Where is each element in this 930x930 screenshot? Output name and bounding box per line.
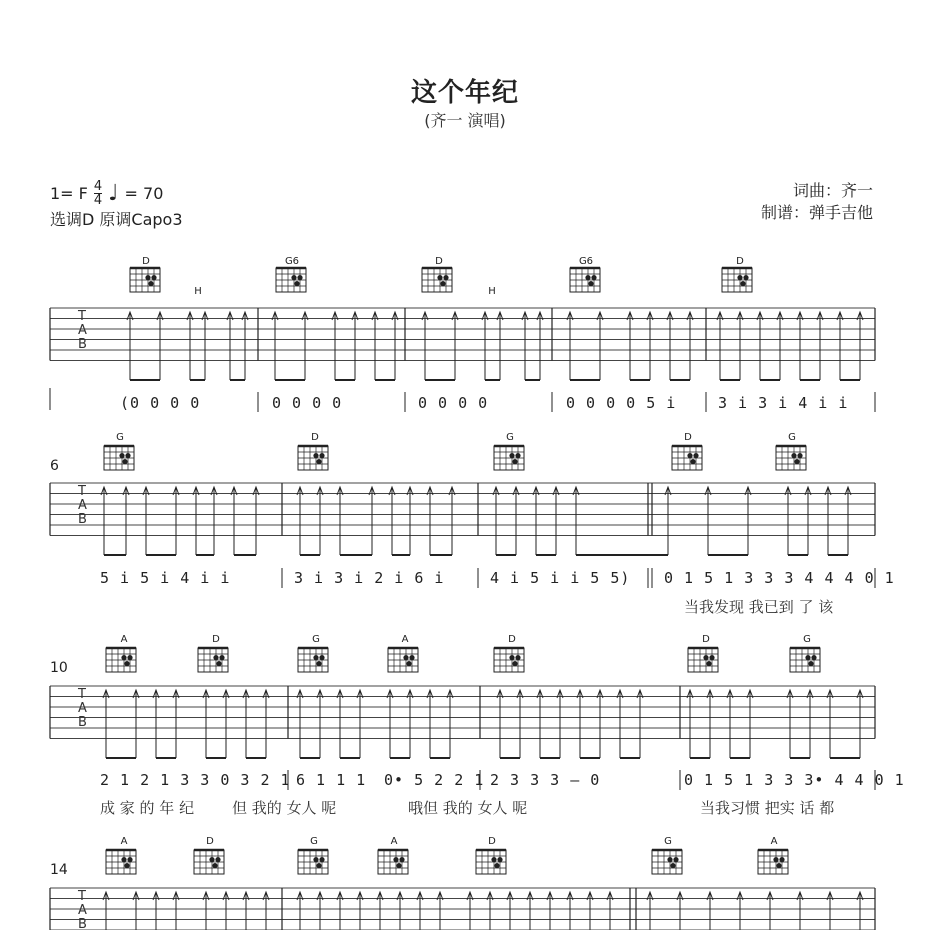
finger-dot	[313, 655, 318, 660]
finger-dot	[512, 661, 517, 666]
lyric-line: 但 我的 女人 呢	[232, 799, 337, 817]
quarter-note-icon: ♩	[108, 180, 119, 206]
finger-dot	[797, 453, 802, 458]
finger-dot	[776, 863, 781, 868]
numbered-notation: 5 i 5 i 4 i i	[100, 569, 231, 587]
time-signature: $\frac{4}{4}$	[93, 179, 103, 208]
finger-dot	[779, 857, 784, 862]
chord-name: G	[310, 836, 318, 847]
finger-dot	[791, 453, 796, 458]
finger-dot	[667, 857, 672, 862]
finger-dot	[743, 275, 748, 280]
finger-dot	[316, 661, 321, 666]
finger-dot	[805, 655, 810, 660]
numbered-notation: 0• 5 2 2 1	[384, 771, 485, 789]
key-signature: 1= F	[50, 183, 88, 203]
finger-dot	[319, 655, 324, 660]
finger-dot	[794, 459, 799, 464]
finger-dot	[440, 281, 445, 286]
chord-name: G	[788, 432, 796, 443]
chord-name: A	[120, 836, 128, 847]
capo-info: 选调D 原调Capo3	[50, 210, 183, 229]
numbered-notation: 3 i 3 i 2 i 6 i	[294, 569, 445, 587]
chord-name: D	[435, 256, 443, 267]
system-number: 14	[50, 862, 68, 878]
numbered-notation: (0 0 0 0	[120, 394, 201, 412]
lyric-line: 当我发现 我已到 了 该	[684, 598, 834, 616]
tab-clef-letter: B	[78, 337, 87, 352]
chord-name: D	[142, 256, 150, 267]
chord-name: A	[770, 836, 778, 847]
finger-dot	[316, 863, 321, 868]
finger-dot	[512, 459, 517, 464]
finger-dot	[124, 863, 129, 868]
finger-dot	[687, 453, 692, 458]
finger-dot	[297, 275, 302, 280]
finger-dot	[509, 453, 514, 458]
finger-dot	[125, 453, 130, 458]
finger-dot	[670, 863, 675, 868]
numbered-notation: 3 i 3 i 4 i i	[718, 394, 849, 412]
finger-dot	[313, 857, 318, 862]
finger-dot	[209, 857, 214, 862]
finger-dot	[673, 857, 678, 862]
finger-dot	[119, 453, 124, 458]
finger-dot	[811, 655, 816, 660]
finger-dot	[151, 275, 156, 280]
chord-name: D	[684, 432, 692, 443]
tab-clef-letter: T	[78, 484, 86, 499]
finger-dot	[737, 275, 742, 280]
numbered-notation: 6 1 1 1	[296, 771, 367, 789]
tab-clef-letter: A	[78, 498, 87, 513]
tab-clef-letter: A	[78, 323, 87, 338]
finger-dot	[515, 655, 520, 660]
finger-dot	[148, 281, 153, 286]
finger-dot	[703, 655, 708, 660]
finger-dot	[213, 655, 218, 660]
finger-dot	[773, 857, 778, 862]
chord-name: G	[116, 432, 124, 443]
chord-name: D	[311, 432, 319, 443]
tab-clef-letter: A	[78, 903, 87, 918]
numbered-notation: 0 1 5 1 3 3 3• 4 4 0 1	[684, 771, 905, 789]
finger-dot	[396, 863, 401, 868]
lyrics-music-credit: 词曲：齐一	[792, 181, 873, 200]
finger-dot	[212, 863, 217, 868]
finger-dot	[706, 661, 711, 666]
song-title: 这个年纪	[410, 78, 519, 108]
numbered-notation: 0 1 5 1 3 3 3 4 4 4 0 1	[664, 569, 895, 587]
finger-dot	[808, 661, 813, 666]
finger-dot	[409, 655, 414, 660]
finger-dot	[215, 857, 220, 862]
chord-name: D	[736, 256, 744, 267]
chord-name: A	[401, 634, 409, 645]
finger-dot	[591, 275, 596, 280]
chord-name: G	[803, 634, 811, 645]
system-number: 6	[50, 458, 59, 474]
tab-clef-letter: B	[78, 917, 87, 930]
tab-clef-letter: B	[78, 512, 87, 527]
lyric-line: 成 家 的 年 纪	[100, 799, 195, 817]
system-number: 10	[50, 660, 68, 676]
finger-dot	[319, 857, 324, 862]
finger-dot	[403, 655, 408, 660]
chord-name: D	[212, 634, 220, 645]
finger-dot	[709, 655, 714, 660]
finger-dot	[216, 661, 221, 666]
chord-name: D	[702, 634, 710, 645]
finger-dot	[121, 857, 126, 862]
finger-dot	[491, 857, 496, 862]
lyric-line: 当我习惯 把实 话 都	[700, 799, 835, 817]
finger-dot	[121, 655, 126, 660]
hammer-on-label: H	[194, 286, 202, 297]
numbered-notation: 0 0 0 0	[272, 394, 343, 412]
chord-name: G	[506, 432, 514, 443]
chord-name: G	[312, 634, 320, 645]
finger-dot	[291, 275, 296, 280]
tab-clef-letter: T	[78, 309, 86, 324]
numbered-notation: 4 i 5 i i 5 5)	[490, 569, 631, 587]
finger-dot	[497, 857, 502, 862]
finger-dot	[127, 857, 132, 862]
finger-dot	[693, 453, 698, 458]
chord-name: D	[488, 836, 496, 847]
tempo-value: = 70	[124, 183, 164, 203]
numbered-notation: 2 1 2 1 3 3 0 3 2 1	[100, 771, 291, 789]
chord-name: G6	[284, 256, 300, 267]
chord-name: D	[508, 634, 516, 645]
chord-name: A	[120, 634, 128, 645]
finger-dot	[127, 655, 132, 660]
finger-dot	[294, 281, 299, 286]
lyric-line: 哦但 我的 女人 呢	[408, 799, 528, 817]
finger-dot	[509, 655, 514, 660]
finger-dot	[399, 857, 404, 862]
chord-name: G	[664, 836, 672, 847]
numbered-notation: 0 0 0 0	[418, 394, 489, 412]
song-subtitle: (齐一 演唱)	[424, 111, 506, 130]
finger-dot	[393, 857, 398, 862]
finger-dot	[406, 661, 411, 666]
finger-dot	[585, 275, 590, 280]
numbered-notation: 2 3 3 3 — 0	[490, 771, 601, 789]
finger-dot	[690, 459, 695, 464]
finger-dot	[515, 453, 520, 458]
finger-dot	[437, 275, 442, 280]
chord-name: G6	[578, 256, 594, 267]
finger-dot	[740, 281, 745, 286]
finger-dot	[145, 275, 150, 280]
numbered-notation: 0 0 0 0 5 i	[566, 394, 677, 412]
chord-name: A	[390, 836, 398, 847]
finger-dot	[313, 453, 318, 458]
tab-clef-letter: T	[78, 889, 86, 904]
finger-dot	[588, 281, 593, 286]
finger-dot	[122, 459, 127, 464]
arranger-credit: 制谱：弹手吉他	[760, 203, 873, 222]
hammer-on-label: H	[488, 286, 496, 297]
tab-clef-letter: T	[78, 687, 86, 702]
finger-dot	[443, 275, 448, 280]
finger-dot	[494, 863, 499, 868]
chord-name: D	[206, 836, 214, 847]
finger-dot	[124, 661, 129, 666]
finger-dot	[219, 655, 224, 660]
finger-dot	[316, 459, 321, 464]
tab-clef-letter: A	[78, 701, 87, 716]
finger-dot	[319, 453, 324, 458]
tab-clef-letter: B	[78, 715, 87, 730]
